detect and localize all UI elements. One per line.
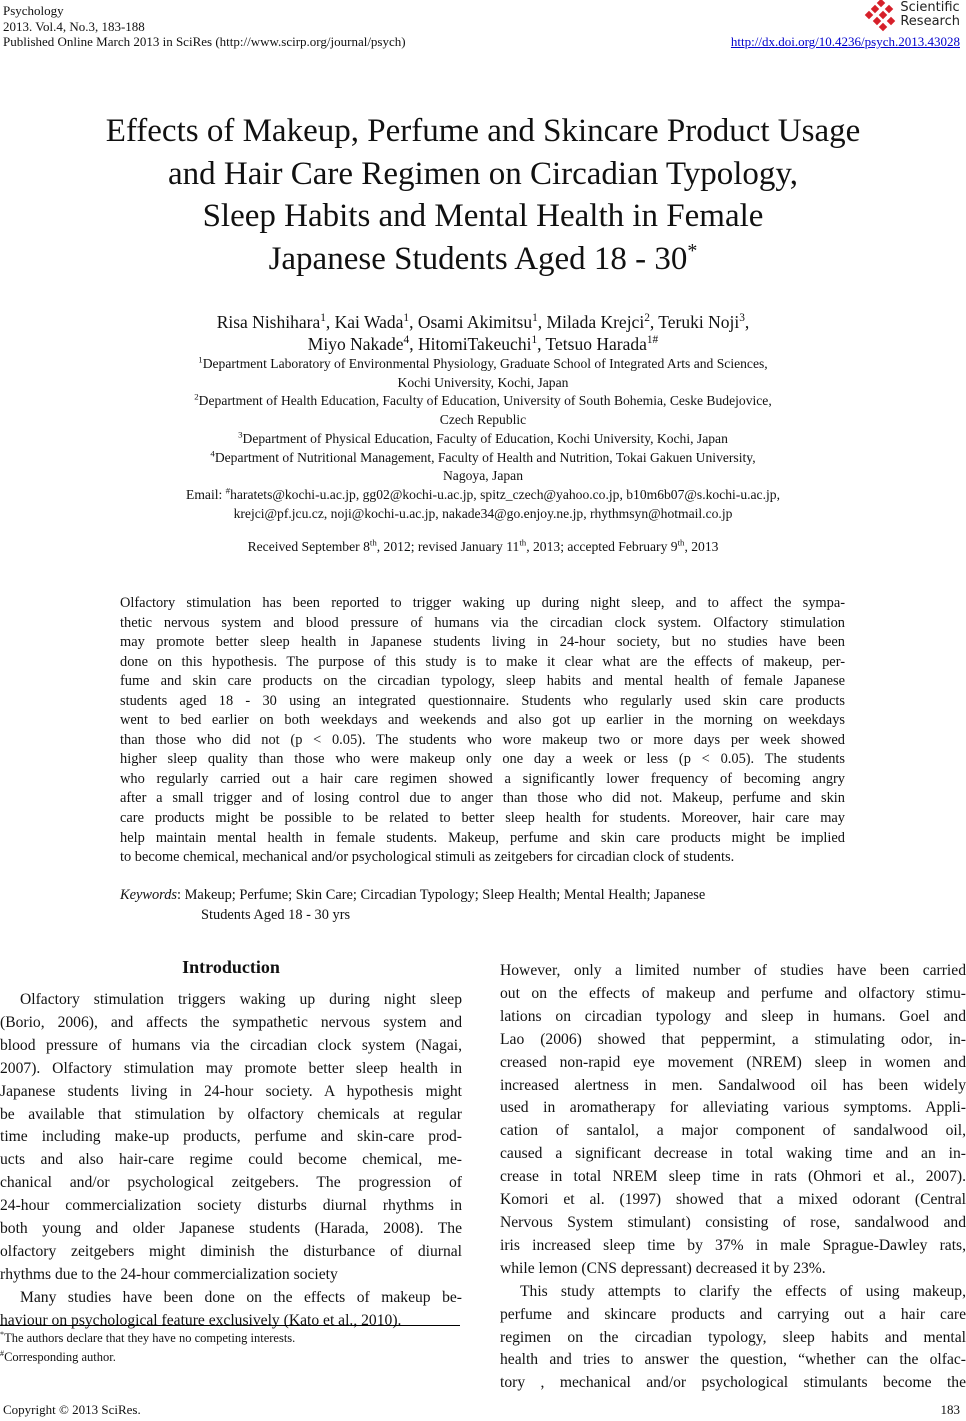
abstract [120, 594, 845, 868]
affiliation-mark: 4 [210, 447, 215, 458]
abstract-line: thetic nervous system and blood pressure of humans via the circadian clock system. Olfactory stimulation [120, 614, 845, 631]
date-text: , 2013 [684, 539, 719, 554]
section-heading: Introduction [182, 957, 280, 977]
body-text-line: (Borio, 2006), and affects the sympathetic nervous system and [0, 1013, 462, 1031]
affiliation-text: Department Laboratory of Environmental Physiology, Graduate School of Integrated Arts and Sciences, [202, 356, 768, 371]
author-line [0, 333, 966, 355]
author-name: Miyo Nakade [307, 334, 404, 354]
keywords [120, 886, 705, 925]
abstract-line: help maintain mental health in female students. Makeup, perfume and skin care products might be implied [120, 829, 845, 846]
affiliation-mark: 1 [532, 312, 538, 325]
ordinal: th [369, 537, 377, 548]
title-line: Sleep Habits and Mental Health in Female [202, 198, 764, 234]
abstract-line: than those who did not (p < 0.05). The students who wore makeup two or more days per week showed [120, 731, 845, 748]
affiliation-line [0, 467, 966, 486]
author-name: , HitomiTakeuchi [409, 334, 532, 354]
email-list: haratets@kochi-u.ac.jp, gg02@kochi-u.ac.jp, spitz_czech@yahoo.co.jp, b10m6b07@s.kochi-u.ac.jp, [230, 486, 780, 502]
affiliation-line [0, 392, 966, 411]
body-text-line: time including make-up products, perfume and skin-care prod- [0, 1128, 462, 1146]
body-text-line: crease in total NREM sleep time in rats (Ohmori et al., 2007). [500, 1168, 966, 1186]
corresponding-mark: # [225, 485, 231, 496]
body-text-line: Komori et al. (1997) showed that a mixed odorant (Central [500, 1191, 966, 1209]
footnote-rule [0, 1325, 460, 1326]
body-text-line: health and tries to answer the question, “whether can the olfac- [500, 1351, 966, 1369]
ordinal: th [677, 537, 685, 548]
page-number: 183 [940, 1402, 960, 1417]
title-footnote-mark: * [687, 239, 698, 262]
abstract-line: care products might be possible to be related to better sleep health for students. Moreover, hair care may [120, 810, 845, 827]
affiliation-mark: 2 [644, 312, 650, 325]
body-text-line: olfactory zeitgebers might diminish the disturbance of diurnal [0, 1242, 462, 1260]
body-text-line: Japanese students living in 24-hour society. A hypothesis might [0, 1082, 462, 1100]
footnote-text: Corresponding author. [4, 1350, 116, 1364]
email-list-cont: krejci@pf.jcu.cz, noji@kochi-u.ac.jp, nakade34@go.enjoy.ne.jp, rhythmsyn@hotmail.co.jp [233, 505, 733, 521]
abstract-line: higher sleep quality than those who were makeup only one day a week or less (p < 0.05). The students [120, 751, 845, 768]
footnote-text: The authors declare that they have no competing interests. [4, 1331, 296, 1345]
keywords-label: Keywords [120, 887, 178, 903]
affiliation-line [0, 430, 966, 449]
affiliation-text: Nagoya, Japan [442, 468, 524, 484]
affiliation-mark: 3 [739, 312, 745, 325]
body-text-line: both young and older Japanese students (Harada, 2008). The [0, 1220, 462, 1238]
affiliation-text: Kochi University, Kochi, Japan [397, 374, 569, 390]
affiliation-text: Department of Health Education, Faculty of Education, University of South Bohemia, Ceske Budejovice, [198, 393, 772, 409]
ordinal: th [519, 537, 527, 548]
abstract-line: to become chemical, mechanical and/or psychological stimuli as zeitgebers for circadian clock of students. [120, 849, 735, 866]
body-text-line: Olfactory stimulation triggers waking up during night sleep [20, 991, 462, 1008]
affiliation-mark: 4 [403, 334, 410, 347]
paper-title [0, 110, 966, 280]
body-text-line: chanical and/or psychological zeitgebers. The progression of [0, 1174, 462, 1192]
author-name: , Tetsuo Harada [537, 334, 647, 354]
author-list [0, 311, 966, 355]
footnote-mark: # [0, 1348, 5, 1358]
date-text: , 2013; accepted February 9 [526, 539, 678, 554]
logo-text-1: Scientific [900, 0, 960, 15]
abstract-line: went to bed earlier on both weekdays and weekends and also got up earlier in the morning on weekdays [120, 712, 845, 729]
title-line: and Hair Care Regimen on Circadian Typology, [167, 155, 799, 192]
footnote-mark: * [0, 1329, 5, 1339]
affiliation-line [0, 355, 966, 374]
right-column [500, 960, 966, 1395]
author-name: , Milada Krejci [537, 312, 645, 332]
author-name: , Kai Wada [325, 312, 404, 332]
body-text-line: used in aromatherapy for alleviating various symptoms. Appli- [500, 1099, 966, 1117]
title-line: Effects of Makeup, Perfume and Skincare Product Usage [105, 113, 861, 149]
body-text-line: be available that stimulation by olfactory chemicals at regular [0, 1105, 462, 1123]
body-text-line: ucts and also hair-care regime could become chemical, me- [0, 1151, 462, 1169]
doi-link[interactable]: http://dx.doi.org/10.4236/psych.2013.43028 [730, 34, 960, 49]
footnote [0, 1329, 295, 1348]
affiliation-text: Department of Nutritional Management, Faculty of Health and Nutrition, Tokai Gakuen University, [214, 449, 756, 465]
body-text-line: lations on circadian typology and sleep in humans. Goel and [500, 1007, 966, 1025]
date-text: , 2012; revised January 11 [376, 539, 520, 554]
logo-text-2: Research [900, 14, 960, 29]
published-info: Published Online March 2013 in SciRes (http://www.scirp.org/journal/psych) [3, 34, 406, 49]
author-name: Risa Nishihara [216, 312, 321, 332]
affiliation-mark: 1 [320, 312, 326, 325]
date-text: Received September 8 [247, 539, 370, 554]
email-label: Email: [186, 486, 226, 502]
body-text-line: This study attempts to clarify the effects of using makeup, [520, 1282, 966, 1300]
abstract-line: may promote better sleep health in Japanese students living in 24-hour society, but no studies have been [120, 634, 845, 651]
body-text-line: Lao (2006) showed that peppermint, a stimulating odor, in- [500, 1030, 966, 1048]
author-line [0, 311, 966, 333]
body-text-line: haviour on psychological feature exclusively (Kato et al., 2010). [0, 1311, 402, 1329]
footnote [0, 1348, 295, 1367]
affiliation-mark: 3 [238, 429, 243, 440]
body-text-line: rhythms due to the 24-hour commercialization society [0, 1265, 338, 1283]
copyright: Copyright © 2013 SciRes. [3, 1402, 141, 1417]
affiliation-mark: 1 [198, 354, 203, 365]
body-text-line: while lemon (CNS depressant) decreased it by 23%. [500, 1259, 826, 1277]
body-text-line: 2007). Olfactory stimulation may promote better sleep health in [0, 1059, 462, 1077]
affiliation-mark: 1# [646, 334, 659, 347]
body-text-line: creased non-rapid eye movement (NREM) sleep in women and [500, 1053, 966, 1071]
keywords-list: : Makeup; Perfume; Skin Care; Circadian Typology; Sleep Health; Mental Health; Japanese [177, 887, 706, 903]
affiliation-mark: 2 [194, 391, 199, 402]
affiliations [0, 355, 966, 523]
affiliation-line [0, 411, 966, 430]
keywords-list-cont: Students Aged 18 - 30 yrs [201, 906, 351, 923]
body-text-line: perfume and skincare products and carrying out a hair care [500, 1305, 966, 1323]
abstract-line: done on this hypothesis. The purpose of this study is to make it clear what are the effects of makeup, per- [120, 653, 845, 670]
body-text-line: Many studies have been done on the effects of makeup be- [20, 1288, 462, 1306]
abstract-line: who regularly carried out a hair care regimen showed a significantly lower frequency of becoming angry [120, 770, 845, 787]
affiliation-line [0, 449, 966, 468]
left-column [0, 989, 462, 1333]
body-text-line: cation of santalol, a major component of sandalwood oil, [500, 1122, 966, 1140]
body-text-line: caused a significant decrease in total waking time and an in- [500, 1145, 966, 1163]
body-text-line: regimen on the circadian typology, sleep habits and mental [500, 1328, 966, 1346]
affiliation-text: Department of Physical Education, Faculty of Education, Kochi University, Kochi, Japan [242, 430, 728, 446]
body-text-line: out on the effects of makeup and perfume and olfactory stimu- [500, 984, 966, 1002]
author-name: , [744, 312, 750, 332]
volume-info: 2013. Vol.4, No.3, 183-188 [3, 18, 145, 34]
author-name: , Teruki Noji [649, 312, 740, 332]
affiliation-line [0, 374, 966, 393]
journal-header [3, 3, 406, 50]
abstract-line: students aged 18 - 30 using an integrated questionnaire. Students who regularly used skin care products [120, 692, 845, 709]
abstract-line: after a small trigger and of losing control due to anger than those who did not. Makeup, perfume and skin [120, 790, 845, 807]
author-name: , Osami Akimitsu [409, 312, 533, 332]
footnotes [0, 1329, 295, 1367]
journal-name: Psychology [3, 3, 64, 18]
abstract-line: fume and skin care products on the circadian typology, sleep habits and mental health of female Japanese [120, 673, 845, 690]
body-text-line: blood pressure of humans via the circadian clock system (Nagai, [0, 1036, 462, 1054]
body-text-line: iris increased sleep time by 37% in male Sprague-Dawley rats, [500, 1236, 966, 1254]
logo-diamond-icon [866, 0, 896, 30]
affiliation-mark: 1 [403, 312, 410, 325]
received-dates [0, 539, 966, 555]
body-text-line: Nervous System stimulant) consisting of rose, sandalwood and [500, 1213, 966, 1231]
scientific-research-logo [866, 0, 960, 30]
email-line [0, 486, 966, 505]
body-text-line: tory , mechanical and/or psychological stimulants become the [500, 1374, 966, 1392]
affiliation-mark: 1 [531, 334, 538, 347]
body-text-line: 24-hour commercialization society disturbs diurnal rhythms in [0, 1197, 462, 1215]
abstract-line: Olfactory stimulation has been reported to trigger waking up during night sleep, and to affect the sympa- [120, 595, 845, 611]
body-text-line: However, only a limited number of studies have been carried [500, 962, 966, 979]
affiliation-text: Czech Republic [439, 412, 527, 428]
title-line: Japanese Students Aged 18 - 30 [268, 240, 688, 277]
body-text-line: increased alertness in men. Sandalwood oil has been widely [500, 1076, 966, 1094]
